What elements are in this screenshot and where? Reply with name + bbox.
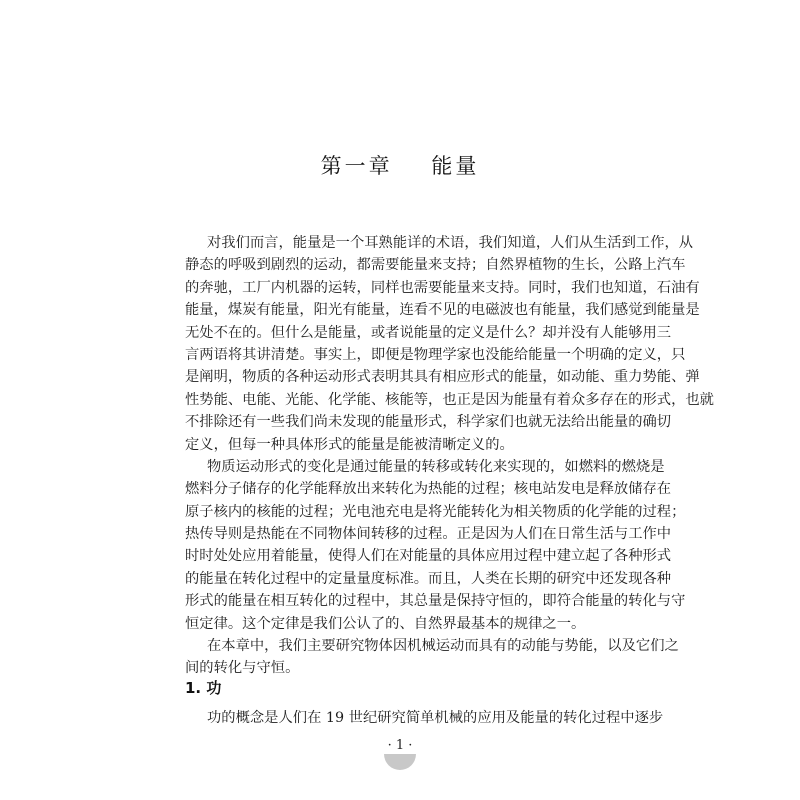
paragraph-2-line: 物质运动形式的变化是通过能量的转移或转化来实现的，如燃料的燃烧是	[207, 458, 665, 475]
page-number: · 1 ·	[387, 738, 413, 753]
paragraph-2-line: 的能量在转化过程中的定量量度标准。而且，人类在长期的研究中还发现各种	[185, 570, 672, 587]
paragraph-2-line: 燃料分子储存的化学能释放出来转化为热能的过程；核电站发电是释放储存在	[185, 481, 672, 498]
paragraph-3-line: 间的转化与守恒。	[185, 660, 300, 677]
page-tab-decoration	[384, 754, 416, 770]
paragraph-2-line: 时时处处应用着能量，使得人们在对能量的具体应用过程中建立起了各种形式	[185, 548, 672, 565]
chapter-title: 第一章 能量	[320, 154, 480, 178]
paragraph-1-line: 能量，煤炭有能量，阳光有能量，连看不见的电磁波也有能量，我们感觉到能量是	[185, 302, 700, 319]
paragraph-1-line: 的奔驰，工厂内机器的运转，同样也需要能量来支持。同时，我们也知道，石油有	[185, 279, 700, 296]
paragraph-1-line: 是阐明，物质的各种运动形式表明其具有相应形式的能量，如动能、重力势能、弹	[185, 369, 700, 386]
section-line: 功的概念是人们在 19 世纪研究简单机械的应用及能量的转化过程中逐步	[207, 710, 664, 726]
chapter-intro	[185, 232, 714, 680]
paragraph-2-line: 原子核内的核能的过程；光电池充电是将光能转化为相关物质的化学能的过程；	[185, 503, 686, 520]
paragraph-1-line: 静态的呼吸到剧烈的运动，都需要能量来支持；自然界植物的生长，公路上汽车	[185, 257, 686, 274]
paragraph-2-line: 恒定律。这个定律是我们公认了的、自然界最基本的规律之一。	[185, 615, 586, 632]
page-footer	[375, 738, 425, 778]
paragraph-1-line: 不排除还有一些我们尚未发现的能量形式，科学家们也就无法给出能量的确切	[185, 414, 672, 431]
paragraph-1-line: 性势能、电能、光能、化学能、核能等，也正是因为能量有着众多存在的形式，也就	[185, 391, 714, 408]
paragraph-1-line: 对我们而言，能量是一个耳熟能详的术语，我们知道，人们从生活到工作，从	[207, 235, 694, 251]
paragraph-1-line: 定义，但每一种具体形式的能量是能被清晰定义的。	[185, 436, 514, 453]
paragraph-2-line: 热传导则是热能在不同物体间转移的过程。正是因为人们在日常生活与工作中	[185, 526, 672, 543]
section-heading: 1. 功	[185, 679, 222, 697]
paragraph-1-line: 言两语将其讲清楚。事实上，即便是物理学家也没能给能量一个明确的定义，只	[185, 346, 686, 363]
paragraph-3-line: 在本章中，我们主要研究物体因机械运动而具有的动能与势能，以及它们之	[207, 638, 679, 655]
paragraph-1-line: 无处不在的。但什么是能量，或者说能量的定义是什么？却并没有人能够用三	[185, 324, 672, 341]
section-body	[185, 707, 664, 729]
paragraph-2-line: 形式的能量在相互转化的过程中，其总量是保持守恒的，即符合能量的转化与守	[185, 593, 686, 610]
